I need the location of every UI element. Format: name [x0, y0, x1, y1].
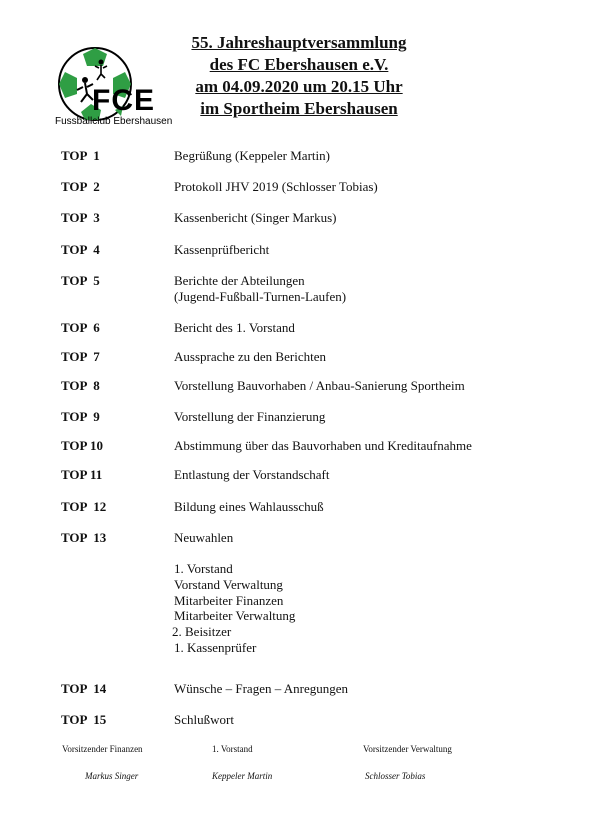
agenda-text: Begrüßung (Keppeler Martin) — [174, 148, 330, 163]
agenda-text: Bildung eines Wahlausschuß — [174, 499, 324, 514]
agenda-number: TOP 3 — [61, 210, 100, 225]
title-line-2: des FC Ebershausen e.V. — [209, 55, 389, 74]
agenda-number: TOP 10 — [61, 438, 104, 453]
page-title — [160, 32, 438, 120]
agenda-text: Schlußwort — [174, 712, 234, 727]
agenda-number: TOP 1 — [61, 148, 100, 163]
agenda-number: TOP 4 — [61, 242, 100, 257]
election-item: 1. Kassenprüfer — [174, 640, 257, 655]
logo-club-name: Fussballclub Ebershausen — [55, 116, 173, 127]
election-item: 1. Vorstand — [174, 561, 233, 576]
agenda-number: TOP 15 — [61, 712, 107, 727]
election-item: 2. Beisitzer — [172, 624, 232, 639]
agenda-text: Abstimmung über das Bauvorhaben und Kreditaufnahme — [174, 438, 472, 453]
agenda-text: Bericht des 1. Vorstand — [174, 320, 295, 335]
agenda-number: TOP 12 — [61, 499, 107, 514]
agenda-text: Wünsche – Fragen – Anregungen — [174, 681, 349, 696]
signature-role: Vorsitzender Finanzen — [62, 744, 143, 754]
agenda-text: Kassenbericht (Singer Markus) — [174, 210, 337, 225]
election-item: Mitarbeiter Finanzen — [174, 593, 284, 608]
agenda-text: Aussprache zu den Berichten — [174, 349, 326, 364]
agenda-text: Vorstellung Bauvorhaben / Anbau-Sanierung Sportheim — [174, 378, 465, 393]
agenda-number: TOP 8 — [61, 378, 100, 393]
agenda-text: Kassenprüfbericht — [174, 242, 270, 257]
agenda-text: Protokoll JHV 2019 (Schlosser Tobias) — [174, 179, 378, 194]
agenda-number: TOP 7 — [61, 349, 100, 364]
agenda-number: TOP 6 — [61, 320, 100, 335]
title-line-3: am 04.09.2020 um 20.15 Uhr — [195, 77, 403, 96]
signature-name: Schlosser Tobias — [365, 771, 426, 781]
agenda-text: Entlastung der Vorstandschaft — [174, 467, 330, 482]
agenda-number: TOP 9 — [61, 409, 100, 424]
signature-name: Keppeler Martin — [212, 771, 273, 781]
agenda-text-continued: (Jugend-Fußball-Turnen-Laufen) — [174, 289, 347, 304]
agenda-text: Berichte der Abteilungen — [174, 273, 305, 288]
agenda-number: TOP 2 — [61, 179, 100, 194]
agenda-text: Neuwahlen — [174, 530, 234, 545]
logo-abbreviation: FCE — [92, 84, 155, 117]
election-item: Vorstand Verwaltung — [174, 577, 283, 592]
agenda-text: Vorstellung der Finanzierung — [174, 409, 326, 424]
election-item: Mitarbeiter Verwaltung — [174, 608, 296, 623]
agenda-number: TOP 13 — [61, 530, 107, 545]
signature-name: Markus Singer — [85, 771, 139, 781]
title-line-4: im Sportheim Ebershausen — [200, 99, 398, 118]
signature-role: 1. Vorstand — [212, 744, 253, 754]
title-line-1: 55. Jahreshauptversammlung — [191, 33, 407, 52]
agenda-number: TOP 5 — [61, 273, 100, 288]
agenda-number: TOP 11 — [61, 467, 103, 482]
agenda-number: TOP 14 — [61, 681, 107, 696]
signature-role: Vorsitzender Verwaltung — [363, 744, 452, 754]
